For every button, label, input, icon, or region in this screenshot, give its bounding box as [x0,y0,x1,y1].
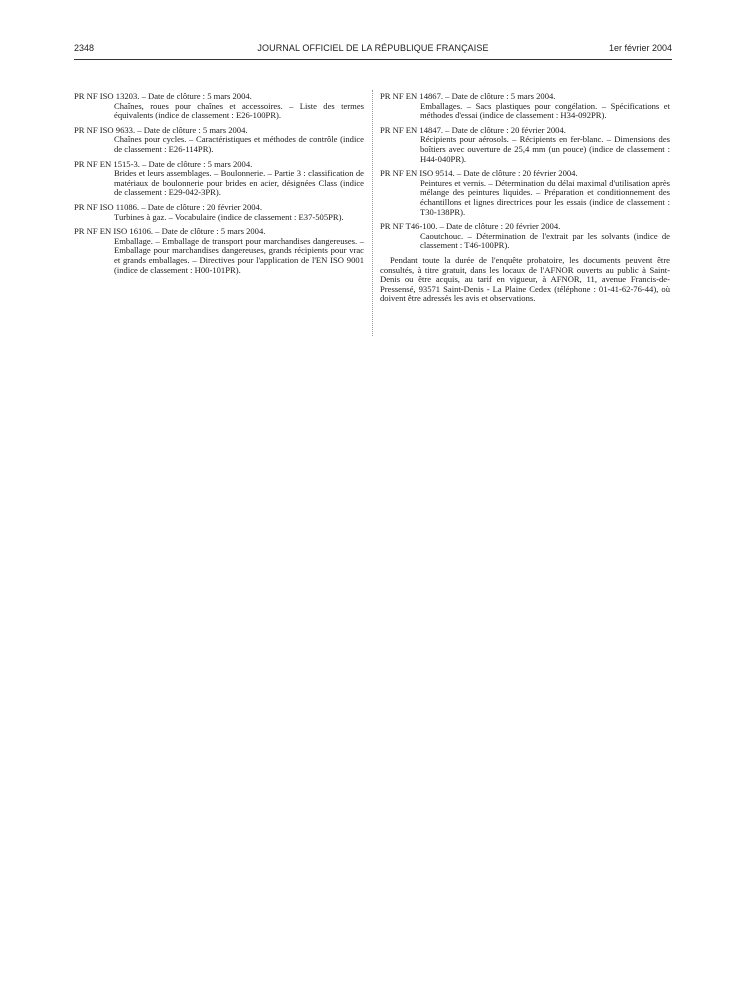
entry-heading: PR NF EN 1515-3. – Date de clôture : 5 mars 2004. [74,158,253,169]
entry-description: Emballages. – Sacs plastiques pour congélation. – Spécifications et méthodes d'essai (indice de classement : H34-092PR). [420,100,670,121]
closing-paragraph: Pendant toute la durée de l'enquête probatoire, les documents peuvent être consultés, à titre gratuit, dans les locaux de l'AFNOR ouverts au public à Saint-Denis ou être acquis, au tarif en vigueur, à AFNOR, 11, avenue Francis-de-Pressensé, 93571 Saint-Denis - La Plaine Cedex (téléphone : 01-41-62-76-44), où doivent être adressés les avis et observations. [380,254,670,304]
standard-entry [74,126,364,155]
left-column [74,92,364,280]
header-rule [74,59,672,60]
entry-heading: PR NF T46-100. – Date de clôture : 20 février 2004. [380,221,561,232]
entry-heading: PR NF EN 14847. – Date de clôture : 20 février 2004. [380,124,566,135]
standard-entry [74,227,364,275]
entry-description: Chaînes, roues pour chaînes et accessoires. – Liste des termes équivalents (indice de classement : E26-100PR). [114,100,364,121]
standard-entry [380,169,670,217]
journal-title: JOURNAL OFFICIEL DE LA RÉPUBLIQUE FRANÇAISE [257,43,489,53]
entry-heading: PR NF EN 14867. – Date de clôture : 5 mars 2004. [380,91,556,101]
standard-entry [380,126,670,164]
entry-description: Peintures et vernis. – Détermination du délai maximal d'utilisation après mélange des peintures liquides. – Préparation et conditionnement des échantillons et lignes directrices pour les essais (indice de classement : T30-138PR). [420,177,670,217]
entry-description: Récipients pour aérosols. – Récipients en fer-blanc. – Dimensions des boîtiers avec ouverture de 25,4 mm (un pouce) (indice de classement : H44-040PR). [420,134,670,164]
entry-heading: PR NF ISO 9633. – Date de clôture : 5 mars 2004. [74,124,248,135]
standard-entry [74,203,364,222]
entry-description: Brides et leurs assemblages. – Boulonnerie. – Partie 3 : classification de matériaux de boulonnerie pour brides en acier, désignées Class (indice de classement : E29-042-3PR). [114,168,364,198]
entry-description: Turbines à gaz. – Vocabulaire (indice de classement : E37-505PR). [114,211,344,222]
standard-entry [74,160,364,198]
entry-heading: PR NF EN ISO 16106. – Date de clôture : 5 mars 2004. [74,226,266,237]
entry-heading: PR NF ISO 13203. – Date de clôture : 5 mars 2004. [74,91,252,101]
standard-entry [380,222,670,251]
publication-date: 1er février 2004 [608,43,672,53]
entry-heading: PR NF ISO 11086. – Date de clôture : 20 février 2004. [74,201,262,212]
page-number: 2348 [74,43,95,53]
entry-description: Emballage. – Emballage de transport pour marchandises dangereuses. – Emballage pour marchandises dangereuses, grands récipients pour vrac et grands emballages. – Directives pour l'application de l'EN ISO 9001 (indice de classement : H00-101PR). [114,235,364,275]
standard-entry [380,92,670,121]
column-separator [372,90,373,336]
standard-entry [74,92,364,121]
entry-description: Chaînes pour cycles. – Caractéristiques et méthodes de contrôle (indice de classement : E26-114PR). [114,134,364,154]
entry-description: Caoutchouc. – Détermination de l'extrait par les solvants (indice de classement : T46-100PR). [420,230,670,251]
entry-heading: PR NF EN ISO 9514. – Date de clôture : 20 février 2004. [380,168,578,179]
right-column [380,92,670,304]
page-header [74,43,672,57]
